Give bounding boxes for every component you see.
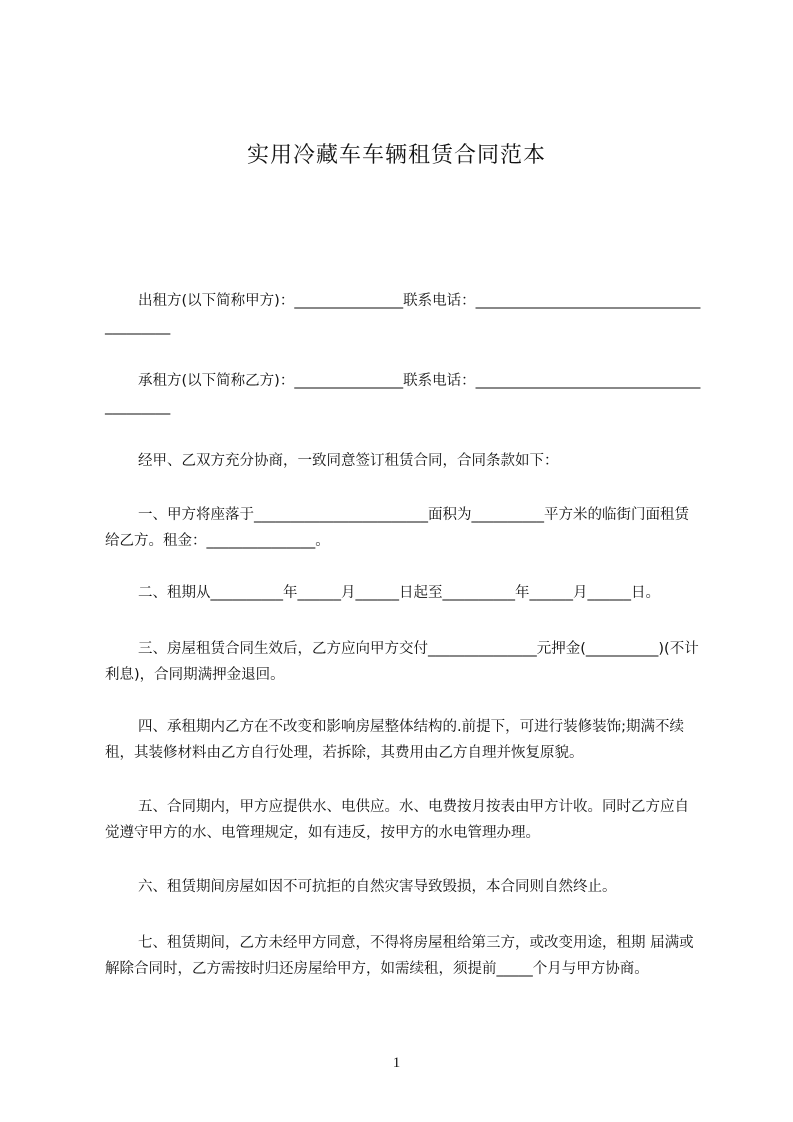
clause-2: 二、租期从__________年______月______日起至__________年______月______日。 (138, 585, 660, 601)
clause-6: 六、租赁期间房屋如因不可抗拒的自然灾害导致毁损，本合同则自然终止。 (138, 879, 617, 895)
clause-7: 七、租赁期间，乙方未经甲方同意，不得将房屋租给第三方，或改变用途，租期 届满或解除合同时，乙方需按时归还房屋给甲方，如需续租，须提前_____个月与甲方协商。 (105, 935, 694, 977)
clause-lessor-info: 出租方(以下简称甲方)：_______________联系电话：________________________________________ (105, 293, 701, 335)
page-number: 1 (392, 1055, 401, 1071)
clause-3: 三、房屋租赁合同生效后，乙方应向甲方交付_______________元押金(__________)(不计利息)，合同期满押金退回。 (105, 641, 699, 683)
page-title: 实用冷藏车车辆租赁合同范本 (246, 143, 546, 168)
clause-5: 五、合同期内，甲方应提供水、电供应。水、电费按月按表由甲方计收。同时乙方应自觉遵守甲方的水、电管理规定，如有违反，按甲方的水电管理办理。 (105, 799, 689, 841)
clause-lessee-info: 承租方(以下简称乙方)：_______________联系电话：________________________________________ (105, 373, 701, 415)
clause-4: 四、承租期内乙方在不改变和影响房屋整体结构的.前提下，可进行装修装饰;期满不续租，其装修材料由乙方自行处理，若拆除，其费用由乙方自理并恢复原貌。 (105, 719, 684, 761)
clause-1: 一、甲方将座落于________________________面积为__________平方米的临街门面租赁给乙方。租金：_______________。 (105, 507, 689, 549)
clause-intro: 经甲、乙双方充分协商，一致同意签订租赁合同，合同条款如下： (138, 453, 559, 469)
